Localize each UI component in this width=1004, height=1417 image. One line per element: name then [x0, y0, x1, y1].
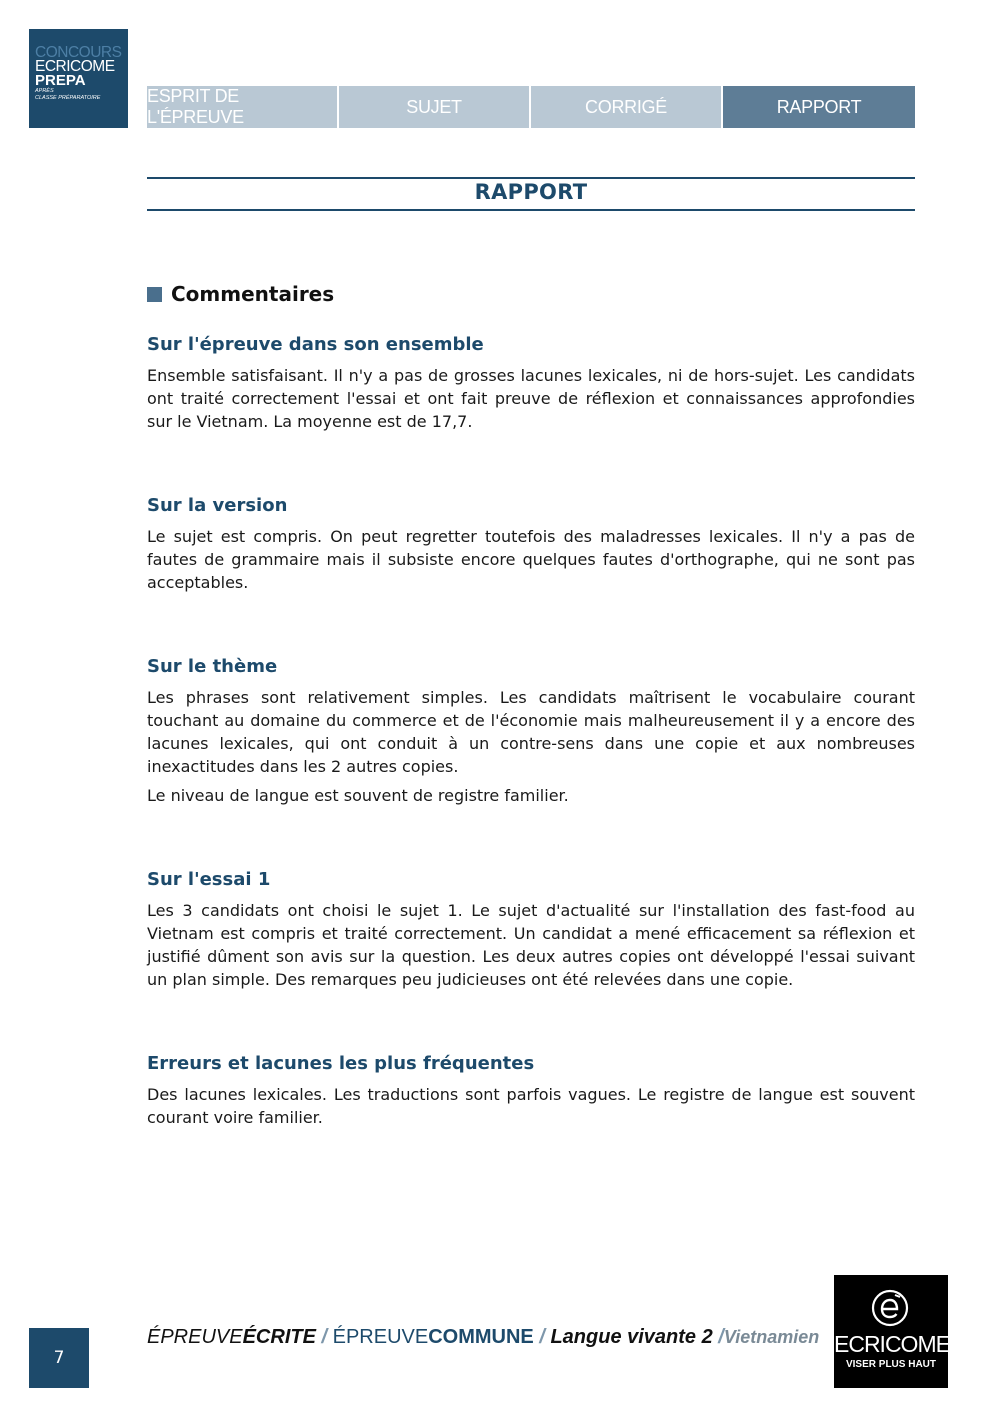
footer-commune: COMMUNE: [428, 1326, 534, 1348]
subheading-theme: Sur le thème: [147, 656, 278, 677]
logo-line-prepa: PREPA: [35, 72, 86, 89]
footer-separator: /: [718, 1326, 724, 1348]
subheading-epreuve: Sur l'épreuve dans son ensemble: [147, 334, 484, 355]
page-title: RAPPORT: [474, 180, 588, 204]
title-rule-top: [147, 177, 915, 179]
subheading-essai: Sur l'essai 1: [147, 869, 271, 890]
report-content: [147, 333, 915, 1135]
brand-name: ECRICOME: [834, 1331, 950, 1357]
footer-ecrite: ÉCRITE: [242, 1326, 316, 1348]
logo-line-concours: CONCOURS: [35, 44, 122, 61]
footer-epreuve-2: ÉPREUVE: [332, 1326, 429, 1348]
paragraph: Les phrases sont relativement simples. Les candidats maîtrisent le vocabulaire courant touchant au domaine du commerce et de l'économie mais malheureusement il y a encore des lacunes lexicales, qui ont conduit à un contre-sens dans une copie et aux nombreuses inexactitudes dans les 2 autres copies.: [147, 688, 915, 776]
footer-epreuve: ÉPREUVE: [147, 1326, 243, 1348]
footer-langue: Langue vivante 2: [550, 1326, 713, 1348]
footer-breadcrumb: [147, 1326, 819, 1349]
paragraph: Les 3 candidats ont choisi le sujet 1. Le sujet d'actualité sur l'installation des fast-food au Vietnam est compris et traité correctement. Un candidat a mené efficacement sa réflexion et justifié dûment son avis sur la question. Les deux autres copies ont développé l'essai suivant un plan simple. Des remarques peu judicieuses ont été relevées dans une copie.: [147, 901, 915, 989]
paragraph: Des lacunes lexicales. Les traductions sont parfois vagues. Le registre de langue est souvent courant voire familier.: [147, 1085, 915, 1127]
footer-separator: /: [321, 1326, 328, 1348]
paragraph: Le sujet est compris. On peut regretter toutefois des maladresses lexicales. Il n'y a pas de fautes de grammaire mais il subsiste encore quelques fautes d'orthographe, qui ne sont pas acceptables.: [147, 527, 915, 592]
tab-sujet[interactable]: SUJET: [339, 86, 529, 128]
section-header: [147, 282, 334, 306]
footer-separator: /: [539, 1326, 545, 1348]
logo-line-apres: APRÈS: [35, 88, 54, 94]
paragraph: Le niveau de langue est souvent de registre familier.: [147, 786, 569, 805]
title-rule-bottom: [147, 209, 915, 211]
ecricome-logo: [834, 1275, 948, 1388]
tab-rapport[interactable]: RAPPORT: [723, 86, 915, 128]
subheading-version: Sur la version: [147, 495, 288, 516]
tab-corrige[interactable]: CORRIGÉ: [531, 86, 721, 128]
tab-esprit[interactable]: ESPRIT DE L'ÉPREUVE: [147, 86, 337, 128]
subheading-erreurs: Erreurs et lacunes les plus fréquentes: [147, 1053, 535, 1074]
paragraph: Ensemble satisfaisant. Il n'y a pas de grosses lacunes lexicales, ni de hors-sujet. Les candidats ont traité correctement l'essai et ont fait preuve de réflexion et connaissances approfondies sur le Vietnam. La moyenne est de 17,7.: [147, 366, 915, 431]
footer-vietnamien: Vietnamien: [723, 1327, 820, 1347]
logo-line-classe: CLASSE PRÉPARATOIRE: [35, 95, 101, 101]
section-title: Commentaires: [171, 282, 335, 306]
square-bullet-icon: [147, 287, 162, 302]
concours-logo: [29, 29, 128, 128]
brand-tagline: VISER PLUS HAUT: [845, 1359, 936, 1370]
logo-line-ecricome: ECRICOME: [35, 58, 115, 75]
ecricome-e-icon: [871, 1289, 909, 1327]
page-number: 7: [29, 1328, 89, 1388]
section-tabs: [147, 86, 915, 128]
